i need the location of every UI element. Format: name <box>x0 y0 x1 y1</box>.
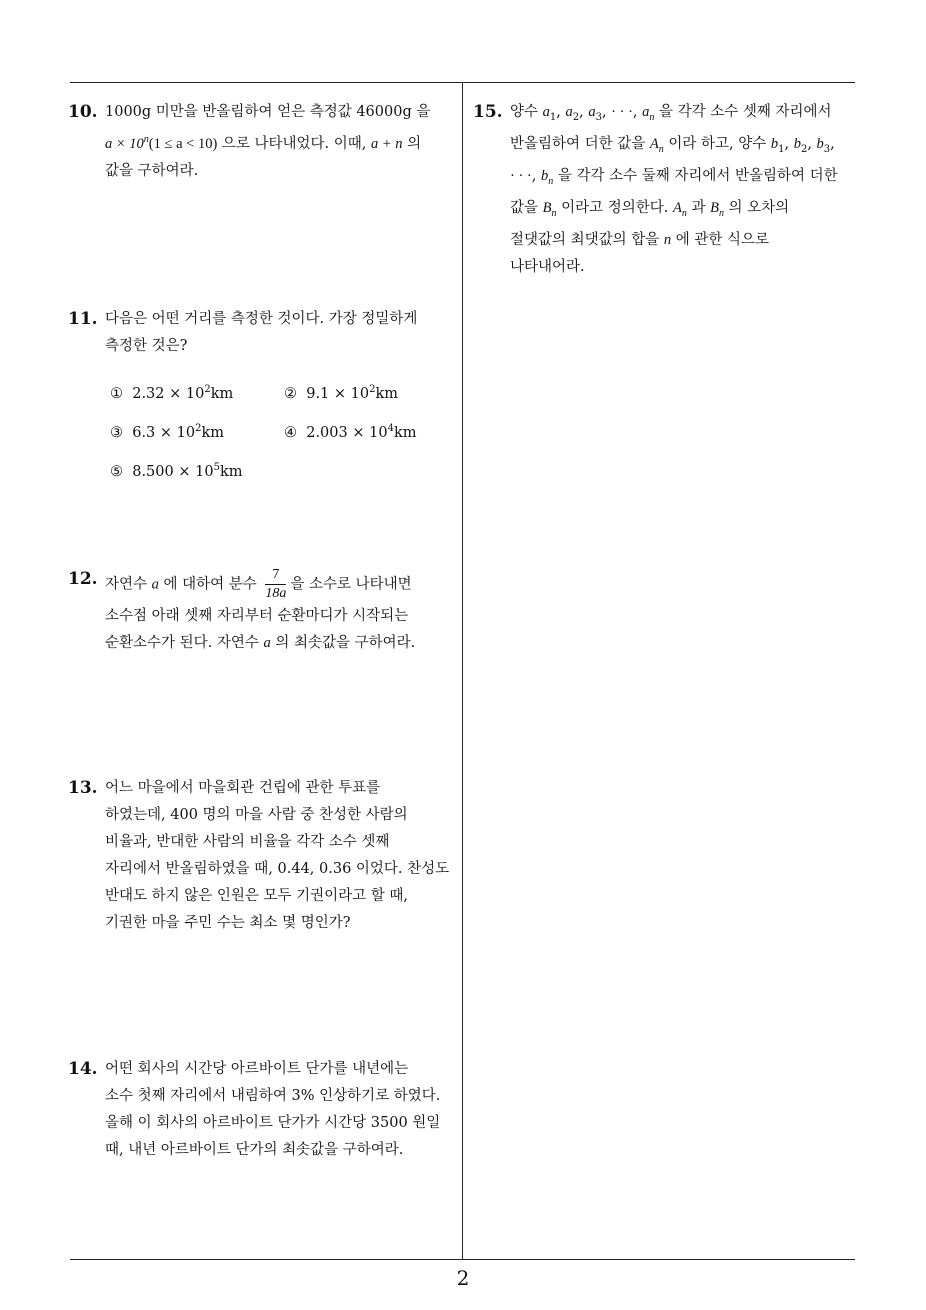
problem-number: 11. <box>68 309 98 329</box>
problem-line: 자연수 a 에 대하여 분수 $\frac{7}{18a}$ 을 소수로 나타내면 <box>105 567 412 601</box>
problem-line: 측정한 것은? <box>105 338 188 354</box>
problem-line: 나타내어라. <box>510 258 585 275</box>
problem-line: 반올림하여 더한 값을 $A_n$ 이라 하고, 양수 $b_1$, $b_2$, $b_3$, <box>510 135 835 155</box>
problem-number: 13. <box>68 778 98 798</box>
problem-line: 기권한 마을 주민 수는 최소 몇 명인가? <box>105 915 351 931</box>
problem-15 <box>473 99 838 281</box>
problem-line: 소수 첫째 자리에서 내림하여 3% 인상하기로 하였다. <box>105 1088 441 1104</box>
problem-number: 15. <box>473 102 503 122</box>
problem-line: $a \times 10^n(1 \le a < 10)$ 으로 나타내었다. 이때, a + n 의 <box>105 134 422 152</box>
choice-3[interactable]: ③ $6.3 \times 10^2km$ <box>110 423 225 441</box>
problem-14 <box>68 1056 441 1164</box>
problem-line: 어느 마을에서 마을회관 건립에 관한 투표를 <box>105 780 381 796</box>
problem-line: 자리에서 반올림하였을 때, 0.44, 0.36 이었다. 찬성도 <box>105 861 450 877</box>
problem-line: 절댓값의 최댓값의 합을 n 에 관한 식으로 <box>510 231 770 248</box>
choice-1[interactable]: ① $2.32 \times 10^2km$ <box>110 384 234 402</box>
problem-line: 어떤 회사의 시간당 아르바이트 단가를 내년에는 <box>105 1061 409 1077</box>
problem-number: 12. <box>68 569 98 589</box>
problem-line: 때, 내년 아르바이트 단가의 최솟값을 구하여라. <box>105 1142 404 1158</box>
problem-line: 다음은 어떤 거리를 측정한 것이다. 가장 정밀하게 <box>105 311 418 327</box>
column-divider <box>462 82 463 1259</box>
problem-line: 하였는데, 400 명의 마을 사람 중 찬성한 사람의 <box>105 807 408 823</box>
problem-line: 양수 $a_1$, $a_2$, $a_3$, · · ·, $a_n$ 을 각각 소수 셋째 자리에서 <box>510 104 832 123</box>
problem-line: 올해 이 회사의 아르바이트 단가가 시간당 3500 원일 <box>105 1115 441 1131</box>
problem-line: · · ·, $b_n$ 을 각각 소수 둘째 자리에서 반올림하여 더한 <box>510 167 838 187</box>
bottom-rule <box>70 1259 855 1260</box>
problem-line: 소수점 아래 셋째 자리부터 순환마디가 시작되는 <box>105 608 409 624</box>
problem-11 <box>68 306 418 360</box>
problem-line: 순환소수가 된다. 자연수 a 의 최솟값을 구하여라. <box>105 635 416 651</box>
problem-line: 1000g 미만을 반올림하여 얻은 측정값 46000g 을 <box>105 104 431 120</box>
problem-10 <box>68 99 431 185</box>
problem-line: 비율과, 반대한 사람의 비율을 각각 소수 셋째 <box>105 834 390 850</box>
problem-number: 14. <box>68 1059 98 1079</box>
problem-number: 10. <box>68 102 98 122</box>
problem-line: 값을 구하여라. <box>105 162 199 179</box>
choice-4[interactable]: ④ $2.003 \times 10^4km$ <box>284 423 417 441</box>
choice-5[interactable]: ⑤ $8.500 \times 10^5km$ <box>110 462 243 480</box>
problem-12 <box>68 566 416 657</box>
page-number: 2 <box>456 1266 470 1290</box>
problem-line: 값을 $B_n$ 이라고 정의한다. $A_n$ 과 $B_n$ 의 오차의 <box>510 199 790 219</box>
problem-line: 반대도 하지 않은 인원은 모두 기권이라고 할 때, <box>105 888 409 904</box>
choice-2[interactable]: ② $9.1 \times 10^2km$ <box>284 384 399 402</box>
fraction: $\frac{7}{18a}$ <box>265 567 287 601</box>
problem-13 <box>68 775 450 937</box>
